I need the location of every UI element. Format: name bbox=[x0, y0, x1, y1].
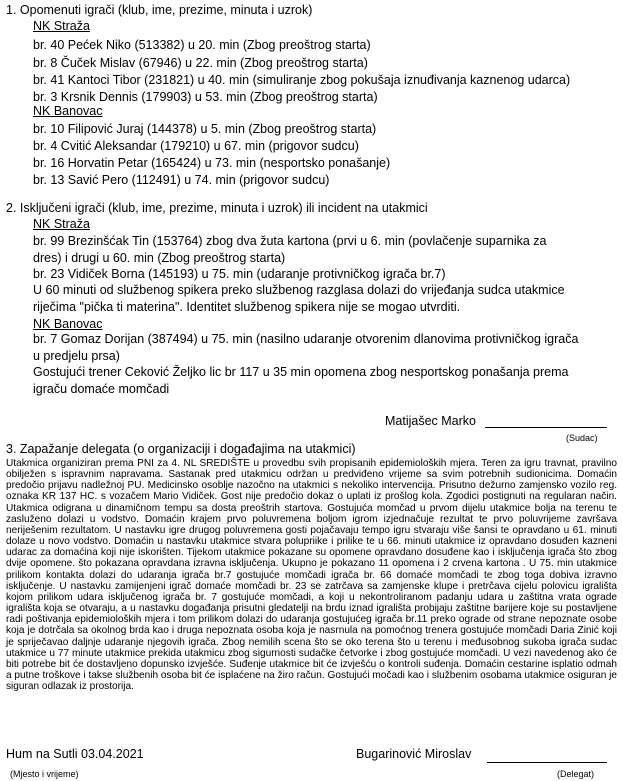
sent-off-entry: br. 7 Gomaz Dorijan (387494) u 75. min (nasilno udaranje otvorenim dlanovima protivničkog igrača u predjelu prsa) bbox=[33, 332, 579, 363]
delegate-observations: Utakmica organiziran prema PNI za 4. NL SREDIŠTE u provedbu svih propisanih epidemioloških mjera. Teren za igru travnat, pravilno obilježen s ispravnim napravama. Sastanak pred utakmicu održan u predviđeno vrijeme sa svim potrebnih sudionicima. Domaćin predočio prijavu nadležnoj PU. Medicinsko osoblje nazočno na utakmici s nekoliko intervencija. Prisutno dežurno zamjensko vozilo reg. oznaka KR 137 HC. s vozačem Mario Vidiček. Gost nije predočio dokaz o uplati iz prošlog kola. Zgodici postignuti na regularan način. Utakmica odigrana u dinamičnom tempu sa dosta preoštrih startova. Gostujuća momčad u prvom dijelu utakmice bolja na terenu te zasluženo dolazi u vodstvo. Domaćin krajem prvo poluvremena boljom igrom izjednačuje rezultat te prvo poluvrijeme završava neriješenim rezultatom. U nastavku igre drugog poluvremena gosti pojačavaju tempo igru stvaraju više šansi te opravdano u 61. minuti dolaze u novo vodstvo. Domaćin u nastavku utakmice stvara polupriike i prilike te u 66. minuti utakmice iz opravdano dosuđen kazneni udarac za domaćina koji nije iskorišten. Tijekom utakmice pokazane su opomene opravdano dosuđene kao i isključenja igrača što zbog dvije opomene. što pokazana opravdana izravna isključenja. Ukupno je pokazano 11 opomena i 2 crvena kartona . U 75. min utakmice prilikom kontakta dolazi do udaranja igrača br.7 gostujuće momčadi igrača br. 66 domaće momčadi te zbog toga dobiva izravno isključenje. U nastavku zamijenjeni igrač domaće momčadi br. 23 se zatrčava sa zamjenske klupe i pretrčava cijelu polovicu igrališta kojom prilikom udara isključenog igrača br. 7 gostujuće momčadi, a koji u nekontroliranom padanju udara u zaštitna vrata ograde igrališta koja se otvaraju, a u nastavku događanja prisutni gledatelji na brdu iznad igrališta probijaju zaštitne barijere koje su postavljene radi poštivanja epidemioloških mjera i tom prilikom dolazi do udaranja gostujućeg igrača br.11 preko ograde od strane nepoznate osobe koja je dotrčala sa okolnog brda kao i druga nepoznata osoba koja je nasrnula na pomoćnog trenera gostujuće momčadi Daria Zinić koji je spriječavao daljnje udaranje njegovih igrača. Zbog nemilih scena što se oko terena što u terenu i međusobnog sukoba igrača sudac utakmice u 77 minute utakmice prekida utakmicu zbog sigurnosti sudačke četvorke i zbog gostujuće momčadi. U vezi navedenog ako će biti potrebe bit će dostavljeno dopunsko izvješće. Suđenje utakmice bit će izvješću o kontroli suđenja. Domaćin cestarine isplatio odmah a putne troškove i takse službenih osoba bit će isplaćene na žiro račun. Gostujući močadi kao i službenim osobama utakmice osiguran je siguran odlazak iz prostorija. bbox=[6, 458, 618, 693]
section-3-title: 3. Zapažanje delegata (o organizaciji i događajima na utakmici) bbox=[6, 442, 356, 456]
cautioned-player: br. 3 Krsnik Dennis (179903) u 53. min (Zbog preoštrog starta) bbox=[33, 90, 378, 104]
referee-caption: (Sudac) bbox=[566, 433, 598, 443]
delegate-signature-line bbox=[487, 762, 607, 763]
cautioned-player: br. 41 Kantoci Tibor (231821) u 40. min (simuliranje zbog pokušaja iznuđivanja kaznenog udarca) bbox=[33, 73, 571, 87]
cautioned-player: br. 8 Čuček Mislav (67946) u 22. min (Zbog preoštrog starta) bbox=[33, 56, 368, 70]
cautioned-player: br. 40 Pećek Niko (513382) u 20. min (Zbog preoštrog starta) bbox=[33, 38, 371, 52]
club-name-home: NK Straža bbox=[33, 217, 90, 231]
incident-entry: U 60 minuti od službenog spikera preko službenog razglasa dolazi do vrijeđanja sudca utakmice riječima "pička ti materina". Identitet službenog spikera nije se mogao utvrditi. bbox=[33, 283, 565, 314]
club-name-away: NK Banovac bbox=[33, 317, 103, 331]
place-and-date-caption: (Mjesto i vrijeme) bbox=[10, 769, 79, 779]
sent-off-entry: br. 23 Vidiček Borna (145193) u 75. min (udaranje protivničkog igrača br.7) bbox=[33, 267, 446, 281]
cautioned-player: br. 10 Filipović Juraj (144378) u 5. min (Zbog preoštrog starta) bbox=[33, 122, 377, 136]
referee-name: Matijašec Marko bbox=[385, 414, 476, 428]
delegate-caption: (Delegat) bbox=[557, 769, 595, 779]
referee-signature-line bbox=[485, 427, 607, 428]
place-and-date: Hum na Sutli 03.04.2021 bbox=[6, 747, 144, 761]
sent-off-entry: br. 99 Brezinšćak Tin (153764) zbog dva žuta kartona (prvi u 6. min (povlačenje suparnika za dres) i drugi u 60. min (Zbog preoštrog starta) bbox=[33, 234, 547, 265]
cautioned-player: br. 4 Cvitić Aleksandar (179210) u 67. min (prigovor sudcu) bbox=[33, 139, 359, 153]
incident-entry: Gostujući trener Ceković Željko lic br 117 u 35 min opomena zbog nesportskog ponašanja prema igraču domaće momčadi bbox=[33, 365, 569, 396]
cautioned-player: br. 13 Savić Pero (112491) u 74. min (prigovor sudcu) bbox=[33, 173, 330, 187]
section-1-title: 1. Opomenuti igrači (klub, ime, prezime, minuta i uzrok) bbox=[6, 3, 313, 17]
cautioned-player: br. 16 Horvatin Petar (165424) u 73. min (nesportsko ponašanje) bbox=[33, 156, 391, 170]
club-name-home: NK Straža bbox=[33, 19, 90, 33]
delegate-name: Bugarinović Miroslav bbox=[356, 747, 472, 761]
section-2-title: 2. Isključeni igrači (klub, ime, prezime, minuta i uzrok) ili incident na utakmici bbox=[6, 201, 428, 215]
club-name-away: NK Banovac bbox=[33, 104, 103, 118]
